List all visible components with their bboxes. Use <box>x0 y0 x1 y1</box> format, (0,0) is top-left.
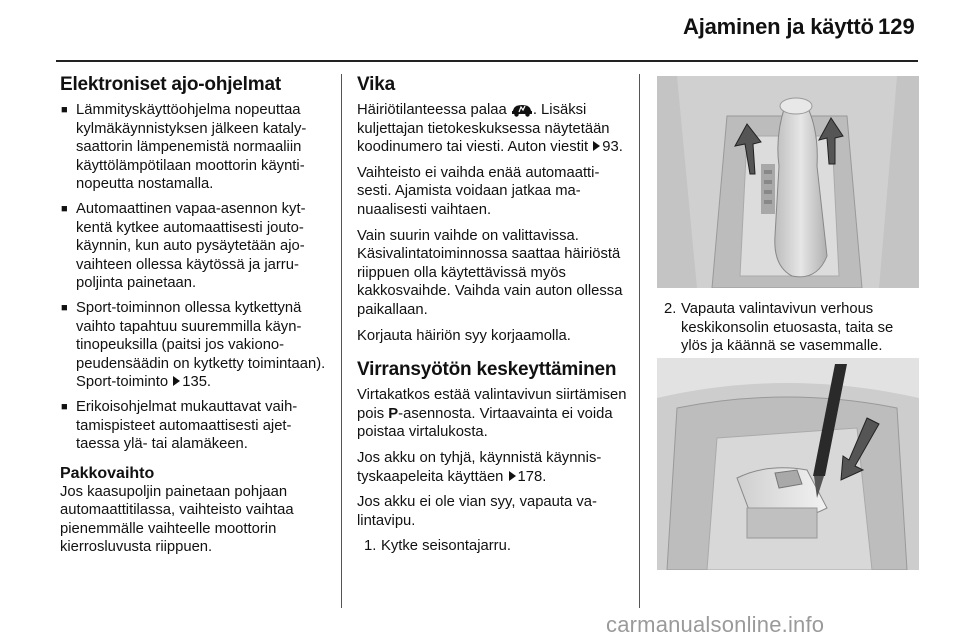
list-item: 1. Kytke seisontajarru. <box>364 538 511 555</box>
page-number: 129 <box>878 14 915 39</box>
page-header-title: Ajaminen ja käyttö <box>683 14 874 39</box>
section-heading-drive-programs: Elektroniset ajo-ohjelmat <box>60 74 281 95</box>
column-left <box>60 74 328 564</box>
triangle-ref-icon <box>173 376 180 386</box>
fault-paragraph-2: Vaihteisto ei vaihda enää automaattisesti. Ajamista voidaan jatkaa manuaalisesti vaihtaen. <box>357 164 600 218</box>
list-item: ■ Lämmityskäyttöohjelma nopeuttaa kylmäkäynnistyksen jälkeen katalysaattorin lämpenemistä normaaliin käyttölämpötilaan moottorin käyntinopeutta nostamalla. <box>60 101 328 194</box>
page-reference-link[interactable]: 135. <box>182 374 212 391</box>
column-middle <box>357 74 627 556</box>
procedure-steps-continued <box>657 300 919 356</box>
fault-paragraph-3: Vain suurin vaihde on valittavissa. Käsivalintatoiminnossa saattaa häiriöstä riippuen olla käytettävissä myös kakkosvaihde. Vaihda vain auton ollessa paikallaan. <box>357 227 623 318</box>
drive-program-list <box>60 101 328 454</box>
selector-lever-drawing <box>657 76 919 288</box>
section-heading-power-interruption: Virransyötön keskeyttäminen <box>357 359 617 381</box>
triangle-ref-icon <box>509 471 516 481</box>
procedure-steps <box>357 537 627 556</box>
subsection-heading-kickdown: Pakkovaihto <box>60 464 155 482</box>
column-divider-2 <box>639 74 640 608</box>
kickdown-text: Jos kaasupoljin painetaan pohjaan automaattitilassa, vaihteisto vaihtaa pienemmälle vaihteelle moottorin kierrosluvusta riippuen. <box>60 483 294 556</box>
selector-lever-illustration <box>657 76 919 288</box>
column-right <box>657 300 919 356</box>
list-item: ■ Automaattinen vapaa-asennon kytkentä kytkee automaattisesti joutokäynnin, kun auto pysäytetään ajovaihteen ollessa käytössä ja jarrupoljinta painetaan. <box>60 200 328 293</box>
triangle-ref-icon <box>593 141 600 151</box>
watermark-text: carmanualsonline.info <box>606 612 825 637</box>
list-item: 2. Vapauta valintavivun verhous keskikonsolin etuosasta, taita se ylös ja käännä se vasemmalle. <box>664 301 894 355</box>
column-divider-1 <box>341 74 342 608</box>
page-reference-link[interactable]: 178. <box>517 468 547 485</box>
lever-trim-removal-illustration <box>657 358 919 570</box>
list-item: ■ Erikoisohjelmat mukauttavat vaihtamispisteet automaattisesti ajettaessa ylä- tai alamäkeen. <box>60 398 328 454</box>
page-reference-link[interactable]: 93. <box>602 139 623 156</box>
gear-p-label: P <box>388 405 399 422</box>
power-paragraph-1: Virtakatkos estää valintavivun siirtämisen pois P-asennosta. Virtaavainta ei voida poistaa virtalukosta. <box>357 387 627 441</box>
fault-paragraph: Häiriötilanteessa palaa . Lisäksi kuljettajan tietokeskuksessa näytetään koodinumero tai viesti. Auton viestit 93. <box>357 102 623 156</box>
power-paragraph-3: Jos akku ei ole vian syy, vapauta valintavipu. <box>357 494 597 529</box>
lever-trim-drawing <box>657 358 919 570</box>
list-item: ■ Sport-toiminnon ollessa kytkettynä vaihto tapahtuu suuremmilla käyntinopeuksilla (paitsi jos vakionopeudensäädin on kytketty toimintaan). Sport-toiminto 135. <box>60 299 328 392</box>
fault-paragraph-4: Korjauta häiriön syy korjaamolla. <box>357 327 571 344</box>
header-divider <box>56 60 918 62</box>
car-fault-icon <box>511 103 533 117</box>
power-paragraph-2: Jos akku on tyhjä, käynnistä käynnistyskaapeleita käyttäen 178. <box>357 449 602 485</box>
section-heading-fault: Vika <box>357 74 395 95</box>
